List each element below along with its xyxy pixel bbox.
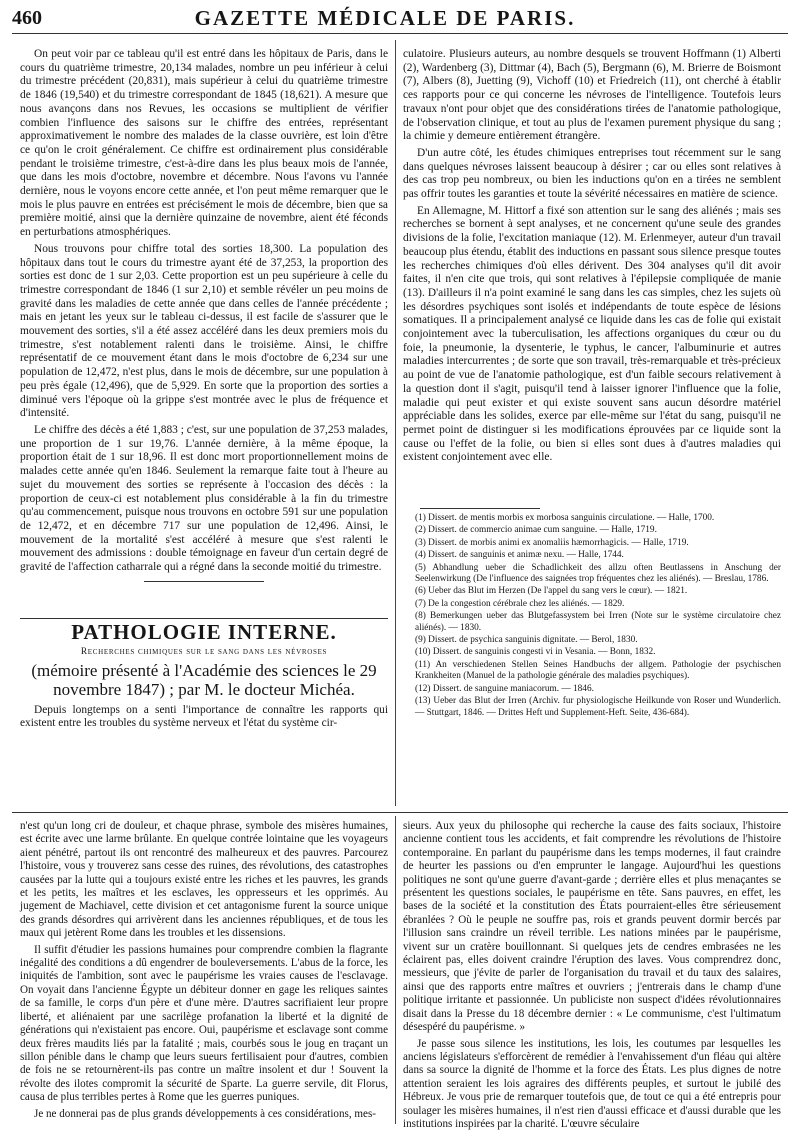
footnote: (13) Ueber das Blut der Irren (Archiv. fur physiologische Heilkunde von Roser und Wunderlich. — Stuttgart, 1846. — Drittes Heft und Supplement-Heft. Seite, 436-684).	[403, 696, 781, 719]
left-column-bottom	[20, 820, 388, 1120]
footnote: (3) Dissert. de morbis animi ex anomaliis hæmorrhagicis. — Halle, 1719.	[403, 538, 781, 549]
footnote: (11) An verschiedenen Stellen Seines Handbuchs der allgem. Pathologie der psychischen Krankheiten (Manuel de la pathologie générale des maladies psychiques).	[403, 660, 781, 683]
right-column-bottom	[403, 820, 781, 1120]
paragraph: culatoire. Plusieurs auteurs, au nombre desquels se trouvent Hoffmann (1) Alberti (2), Wardenberg (3), Dittmar (4), Bach (5), Bergmann (6), M. Brierre de Boismont (7), Albers (8), Juetting (9), Vichoff (10) et Friedreich (11), ont cherché à établir ces rapports pour ce qui concerne les névroses de l'intelligence. Toutefois leurs travaux n'ont pour objet que des considérations tirées de l'anatomie pathologique, de l'observation clinique, et tout au plus de l'examen purement physique du sang ; la chimie y demeure entièrement étrangère.	[403, 48, 781, 144]
page-header	[12, 3, 788, 34]
article-divider	[144, 581, 264, 582]
paragraph: Je ne donnerai pas de plus grands développements à ces considérations, mes-	[20, 1108, 388, 1121]
footnote: (9) Dissert. de psychica sanguinis dignitate. — Berol, 1830.	[403, 635, 781, 646]
footnote: (2) Dissert. de commercio animae cum sanguine. — Halle, 1719.	[403, 525, 781, 536]
footnote: (12) Dissert. de sanguine maniacorum. — 1846.	[403, 684, 781, 695]
paragraph: Le chiffre des décès a été 1,883 ; c'est, sur une population de 37,253 malades, une proportion de 1 sur 19,76. L'année dernière, à la même époque, la proportion était de 1 sur 18,96. Il est donc mort proportionnellement moins de malades cette année qu'en 1846. Seulement la remarque faite tout à l'heure au sujet du mouvement des sorties se représente à l'occasion des décès : la proportion de ceux-ci est notablement plus considérable à la fin du trimestre qu'au commencement, puisque nous trouvons en octobre 591 sur une population de 12,472, et en décembre 717 sur une population de 12,496. Ainsi, le mouvement de la mortalité s'est accéléré à mesure que s'est ralenti le mouvement des admissions : double témoignage en faveur d'un certain degré de gravité de l'affection catharrale qui a régné dans la seconde moitié du trimestre.	[20, 424, 388, 575]
left-column-top	[20, 48, 388, 610]
paragraph: Nous trouvons pour chiffre total des sorties 18,300. La population des hôpitaux dans tout le cours du trimestre ayant été de 37,253, la proportion des sorties est donc de 1 sur 2,03. Cette proportion est un peu supérieure à celle du trimestre correspondant de 1846 (1 sur 2,10) et semble révéler un peu moins de gravité dans les maladies de cette année que dans celles de l'année précédente ; mais en jetant les yeux sur le tableau ci-dessus, il est facile de s'assurer que le mouvement des sorties, s'il a été assez accéléré dans les deux premiers mois du trimestre, s'est notablement ralenti dans le troisième. Ainsi, le chiffre représentatif de ce mouvement étant dans le mois d'octobre de 6,234 sur une population de 12,472, n'est plus, dans le mois de décembre, sur une population à peu près égale (12,496), que de 5,929. En sorte que la proportion des sorties a diminué vers l'époque où la grippe s'est montrée avec le plus de fréquence et d'intensité.	[20, 243, 388, 421]
article-head-block	[20, 626, 388, 804]
paragraph: On peut voir par ce tableau qu'il est entré dans les hôpitaux de Paris, dans le cours du quatrième trimestre, 20,134 malades, nombre un peu inférieur à celui du trimestre précédent (20,831), mais supérieur à celui du quatrième trimestre de 1846 (19,540) et du trimestre correspondant de 1845 (18,621). A mesure que nous avançons dans nos Revues, les occasions se multiplient de vérifier combien l'influence des saisons sur le chiffre des entrées, représentant approximativement le nombre des malades de la classe ouvrière, est loin d'être ce qu'on le croit généralement. Ce chiffre est ordinairement plus considérable pendant le troisième trimestre, c'est-à-dire dans les plus beaux mois de l'année, que dans les mois d'octobre, novembre et décembre. Nous l'avons vu l'année dernière, nous le voyons encore cette année, et l'on peut même remarquer que le mois le plus pauvre en entrées est précisément le mois de décembre, bien que sa première moitié, ainsi que la dernière quinzaine de novembre, aient été féconds en perturbations atmosphériques.	[20, 48, 388, 240]
paragraph: En Allemagne, M. Hittorf a fixé son attention sur le sang des aliénés ; mais ses recherches se bornent à sept analyses, et ne concernent qu'une seule des grandes divisions de la folie, l'excitation maniaque (12). M. Erlenmeyer, auteur d'un travail beaucoup plus étendu, établit des inductions en passant sous silence presque toutes les recherches chimiques d'où elles dérivent. Des 304 analyses qu'il dit avoir faites, il n'en cite que trois, qui sont relatives à l'épilepsie compliquée de manie (13). D'ailleurs il n'a point examiné le sang dans les cas simples, chez les sujets où les désordres psychiques sont isolés et indépendants de toute espèce de lésions somatiques. Il a principalement analysé ce liquide dans les cas de folie qui existait conjointement avec la tuberculisation, les affections organiques du cœur ou du foie, la pneumonie, la dysenterie, le typhus, le cancer, l'albuminurie et autres maladies intercurrentes ; de sorte que son travail, très-remarquable et très-précieux au point de vue de l'anatomie pathologique, est d'un faible secours relativement à la question dont il s'agit, puisqu'il tend à laisser ignorer l'influence que la folie, maladie qui peut exister et qui existe souvent sans aucun désordre matériel appréciable dans les solides, exerce par elle-même sur l'état du sang, puisqu'il ne permet point de distinguer si les modifications éprouvées par ce liquide sont la cause ou l'effet de la folie, ou bien si elles sont dues à d'autres maladies qui existent conjointement avec elle.	[403, 205, 781, 465]
footnote: (6) Ueber das Blut im Herzen (De l'appel du sang vers le cœur). — 1821.	[403, 586, 781, 597]
column-rule	[395, 40, 396, 806]
column-rule-bottom	[395, 816, 396, 1124]
page-divider	[12, 812, 788, 813]
footnote: (7) De la congestion cérébrale chez les aliénés. — 1829.	[403, 599, 781, 610]
paragraph: sieurs. Aux yeux du philosophe qui recherche la cause des faits sociaux, l'histoire ancienne contient tous les accidents, et fait comprendre les révolutions de l'histoire contemporaine. En parlant du paupérisme dans les temps modernes, il faut craindre de heurter les passions ou d'en emprunter le langage. Aujourd'hui les questions politiques ne sont qu'une guerre d'avant-garde ; derrière elles et plus menaçantes se présentent les questions sociales, le paupérisme en tête. Sans pauvres, en effet, les bases de la société et la constitution des États pourraient-elles être sérieusement ébranlées ? Où le peuple ne souffre pas, rois et grands peuvent dormir bercés par l'illusion sans craindre un réveil terrible. Les nations minées par le paupérisme, vivent sur un cratère bouillonnant. Si quelques jets de cendres embrasées ne les éclairent pas, elles doivent craindre l'éruption des laves. Vous comprendrez donc, messieurs, que j'évite de parler de l'organisation du travail et du taux des salaires, ainsi que des rapports entre maîtres et ouvriers ; j'entrerais dans le champ d'une politique irritante et passionnée. Un publiciste non suspect d'idées révolutionnaires disait dans la Presse du 18 décembre dernier : « Le communisme, c'est l'ultimatum désespéré du paupérisme. »	[403, 820, 781, 1035]
journal-title: GAZETTE MÉDICALE DE PARIS.	[195, 6, 576, 31]
footnote-rule	[420, 508, 540, 509]
paragraph: Il suffit d'étudier les passions humaines pour comprendre combien la flagrante inégalité des conditions a dû engendrer de bouleversements. L'abus de la force, les iniquités de l'ambition, sont avec le paupérisme les vraies causes de l'esclavage. On voyait dans l'ancienne Égypte un débiteur donner en gage les reliques saintes de sa famille, le corps d'un père et d'une mère. D'autres sacrifiaient leur propre liberté, et aliénaient par une sacrilège profanation la liberté et la dignité de générations qui n'existaient pas encore. Oui, paupérisme et esclavage sont comme deux frères maudits liés par la fatalité ; mais, courbés sous le joug en traçant un sillon pénible dans le champ que leurs sueurs fertilisaient pour d'autres, combien de fois ne se retournèrent-ils pas contre un maître insolent et dur ! Souvent la révolte des ilotes compromit la sécurité de Sparte. La guerre servile, dit Florus, causa de plus terribles pertes à Rome que les guerres puniques.	[20, 944, 388, 1105]
footnotes	[403, 513, 781, 803]
paragraph: D'un autre côté, les études chimiques entreprises tout récemment sur le sang dans quelques névroses laissent beaucoup à désirer ; car ou elles sont relatives à des cas trop peu nombreux, ou bien les inductions qu'on en a tirées ne semblent pas offrir toutes les garanties et toute la sévérité nécessaires en matière de science.	[403, 147, 781, 202]
footnote: (4) Dissert. de sanguinis et animæ nexu. — Halle, 1744.	[403, 550, 781, 561]
paragraph: Je passe sous silence les institutions, les lois, les coutumes par lesquelles les anciens législateurs s'efforcèrent de remédier à l'envahissement d'un fléau qui altère dans sa source la dignité de l'homme et la force des États. Les plus dignes de notre attention seraient les lois agraires des différents peuples, et surtout le jubilé des Hébreux. Je vous prie de remarquer toutefois que, de tout ce qui a été entrepris pour soulager les misères humaines, il n'est rien d'aussi efficace et d'aussi durable que les institutions inspirées par la charité. L'œuvre séculaire	[403, 1038, 781, 1131]
section-divider	[20, 618, 388, 619]
footnote: (8) Bemerkungen ueber das Blutgefassystem bei Irren (Note sur le système circulatoire chez aliénés). — 1830.	[403, 611, 781, 634]
article-intro: Depuis longtemps on a senti l'importance de connaître les rapports qui existent entre les troubles du système nerveux et l'état du système cir-	[20, 704, 388, 731]
footnote: (10) Dissert. de sanguinis congesti vi in Vesania. — Bonn, 1832.	[403, 647, 781, 658]
paragraph: n'est qu'un long cri de douleur, et chaque phrase, symbole des misères humaines, est écrite avec une larme brûlante. En quelque contrée lointaine que les voyageurs aient pénétré, partout ils ont rencontré des malheureux et des pauvres. Parcourez l'histoire, vous y trouverez sans cesse des ruines, des révolutions, des catastrophes causées par la lutte qui a toujours existé entre les riches et les pauvres, les grands et les petits, les maîtres et les esclaves, les oppresseurs et les opprimés. Au jugement de Machiavel, cette division et cet antagonisme furent la source unique des grands désordres qui arrivèrent dans les anciennes républiques, et de tous les maux qui jetèrent Rome dans les troubles et les dissensions.	[20, 820, 388, 941]
article-title-caps: Recherches chimiques sur le sang dans les névroses	[81, 647, 327, 657]
footnote: (5) Abhandlung ueber die Schadlichkeit des allzu often Beutlassens in Anschung der Seelenwirkung (De l'influence des saignées trop fréquentes chez les aliénés). — Breslau, 1786.	[403, 563, 781, 586]
article-subtitle: (mémoire présenté à l'Académie des sciences le 29 novembre 1847) ; par M. le docteur Michéa.	[20, 661, 388, 699]
footnote: (1) Dissert. de mentis morbis ex morbosa sanguinis circulatione. — Halle, 1700.	[403, 513, 781, 524]
section-title: PATHOLOGIE INTERNE.	[20, 626, 388, 640]
page-number: 460	[12, 7, 42, 30]
right-column-top	[403, 48, 781, 503]
article-title	[20, 644, 388, 659]
